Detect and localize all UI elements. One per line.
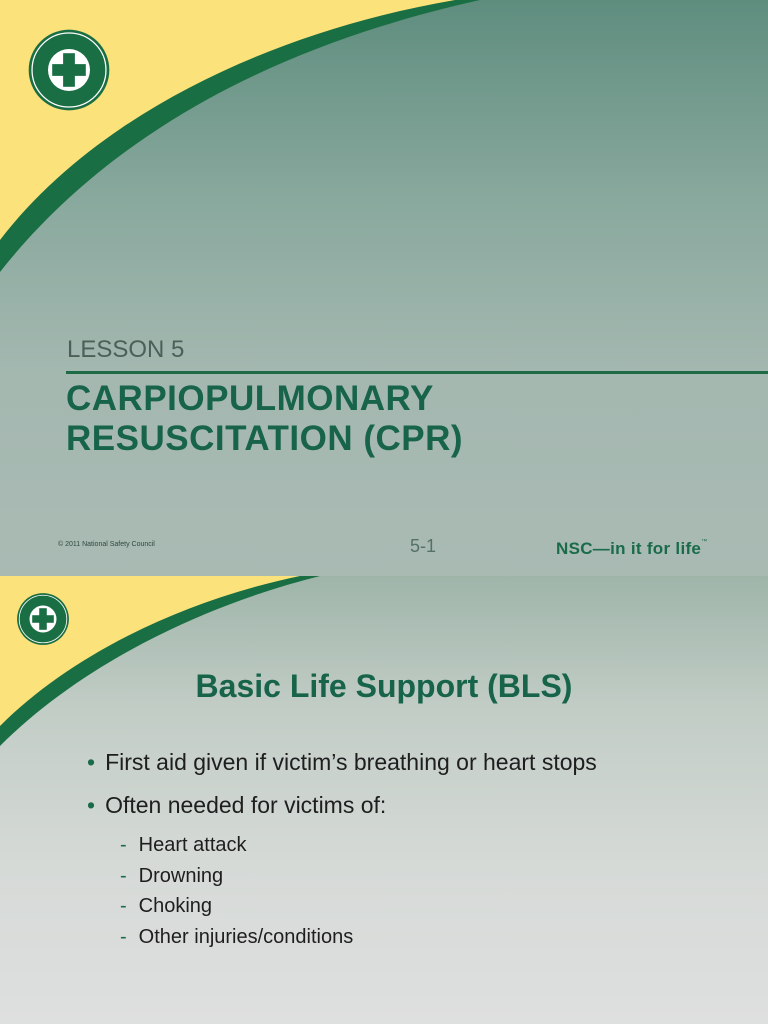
sub-bullet-text: Drowning bbox=[138, 865, 224, 887]
title-line-1: CARPIOPULMONARY bbox=[66, 379, 434, 418]
copyright: © 2011 National Safety Council bbox=[58, 541, 155, 548]
nsc-tagline bbox=[556, 539, 708, 559]
sub-bullet-text: Heart attack bbox=[138, 834, 247, 856]
slide-title bbox=[66, 379, 463, 459]
tagline-text: NSC—in it for life bbox=[556, 539, 702, 558]
sub-bullet-item bbox=[120, 926, 353, 949]
sub-bullet-item bbox=[120, 865, 223, 888]
nsc-logo bbox=[16, 592, 70, 646]
dash-icon: - bbox=[120, 926, 127, 948]
bullet-dot-icon: • bbox=[87, 749, 96, 775]
bullet-item bbox=[87, 792, 386, 819]
slide-title: Basic Life Support (BLS) bbox=[195, 668, 573, 704]
dash-icon: - bbox=[120, 895, 127, 917]
bullet-dot-icon: • bbox=[87, 792, 96, 818]
title-rule bbox=[66, 371, 768, 374]
trademark-mark: ™ bbox=[701, 539, 708, 545]
lesson-label: LESSON 5 bbox=[67, 336, 185, 363]
dash-icon: - bbox=[120, 834, 127, 856]
dash-icon: - bbox=[120, 865, 127, 887]
bullet-text: Often needed for victims of: bbox=[105, 792, 387, 818]
sub-bullet-text: Other injuries/conditions bbox=[138, 926, 354, 948]
page-number: 5-1 bbox=[410, 536, 437, 556]
nsc-logo bbox=[27, 28, 111, 112]
bullet-item bbox=[87, 749, 597, 776]
bullet-text: First aid given if victim’s breathing or heart stops bbox=[105, 749, 597, 775]
sub-bullet-item bbox=[120, 895, 212, 918]
sub-bullet-text: Choking bbox=[138, 895, 213, 917]
sub-bullet-item bbox=[120, 834, 247, 857]
title-line-2: RESUSCITATION (CPR) bbox=[66, 419, 464, 458]
